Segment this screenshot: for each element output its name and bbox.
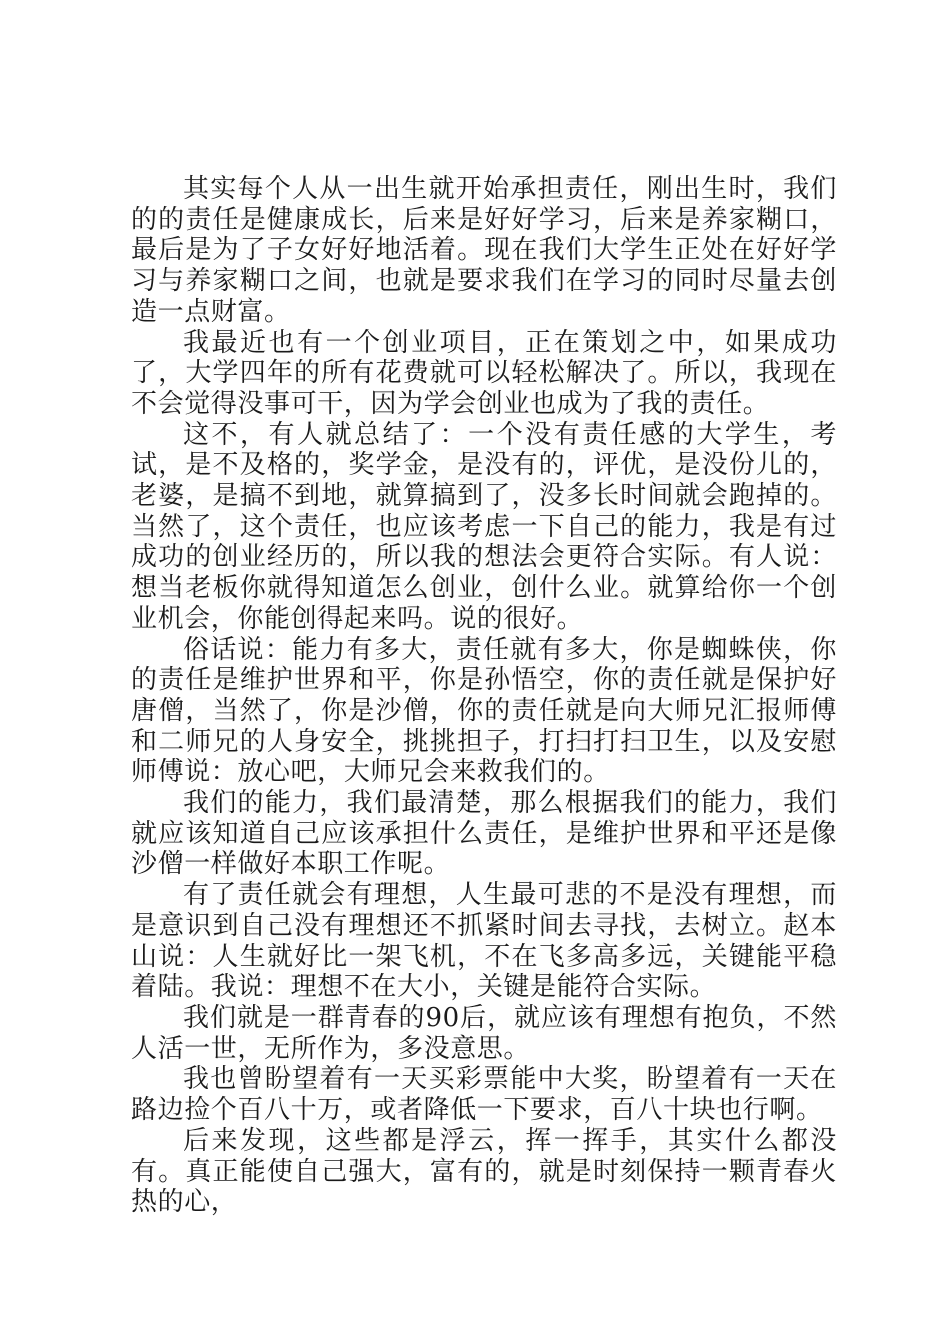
paragraph: 我也曾盼望着有一天买彩票能中大奖，盼望着有一天在路边捡个百八十万，或者降低一下要求，百八十块也行啊。 <box>131 1064 837 1126</box>
paragraph: 我们就是一群青春的90后，就应该有理想有抱负，不然人活一世，无所作为，多没意思。 <box>131 1002 837 1064</box>
paragraph: 有了责任就会有理想，人生最可悲的不是没有理想，而是意识到自己没有理想还不抓紧时间去寻找，去树立。赵本山说：人生就好比一架飞机，不在飞多高多远，关键能平稳着陆。我说：理想不在大小，关键是能符合实际。 <box>131 880 837 1003</box>
paragraph: 我们的能力，我们最清楚，那么根据我们的能力，我们就应该知道自己应该承担什么责任，是维护世界和平还是像沙僧一样做好本职工作呢。 <box>131 788 837 880</box>
paragraph: 这不，有人就总结了：一个没有责任感的大学生，考试，是不及格的，奖学金，是没有的，评优，是没份儿的，老婆，是搞不到地，就算搞到了，没多长时间就会跑掉的。当然了，这个责任，也应该考虑一下自己的能力，我是有过成功的创业经历的，所以我的想法会更符合实际。有人说：想当老板你就得知道怎么创业，创什么业。就算给你一个创业机会，你能创得起来吗。说的很好。 <box>131 419 837 634</box>
paragraph: 后来发现，这些都是浮云，挥一挥手，其实什么都没有。真正能使自己强大，富有的，就是时刻保持一颗青春火热的心， <box>131 1125 837 1218</box>
paragraph: 我最近也有一个创业项目，正在策划之中，如果成功了，大学四年的所有花费就可以轻松解决了。所以，我现在不会觉得没事可干，因为学会创业也成为了我的责任。 <box>131 327 837 419</box>
paragraph: 俗话说：能力有多大，责任就有多大，你是蜘蛛侠，你的责任是维护世界和平，你是孙悟空，你的责任就是保护好唐僧，当然了，你是沙僧，你的责任就是向大师兄汇报师傅和二师兄的人身安全，挑挑担子，打扫打扫卫生，以及安慰师傅说：放心吧，大师兄会来救我们的。 <box>131 634 837 788</box>
document-body <box>131 174 837 1218</box>
paragraph: 其实每个人从一出生就开始承担责任，刚出生时，我们的的责任是健康成长，后来是好好学习，后来是养家糊口，最后是为了子女好好地活着。现在我们大学生正处在好好学习与养家糊口之间，也就是要求我们在学习的同时尽量去创造一点财富。 <box>131 174 837 327</box>
